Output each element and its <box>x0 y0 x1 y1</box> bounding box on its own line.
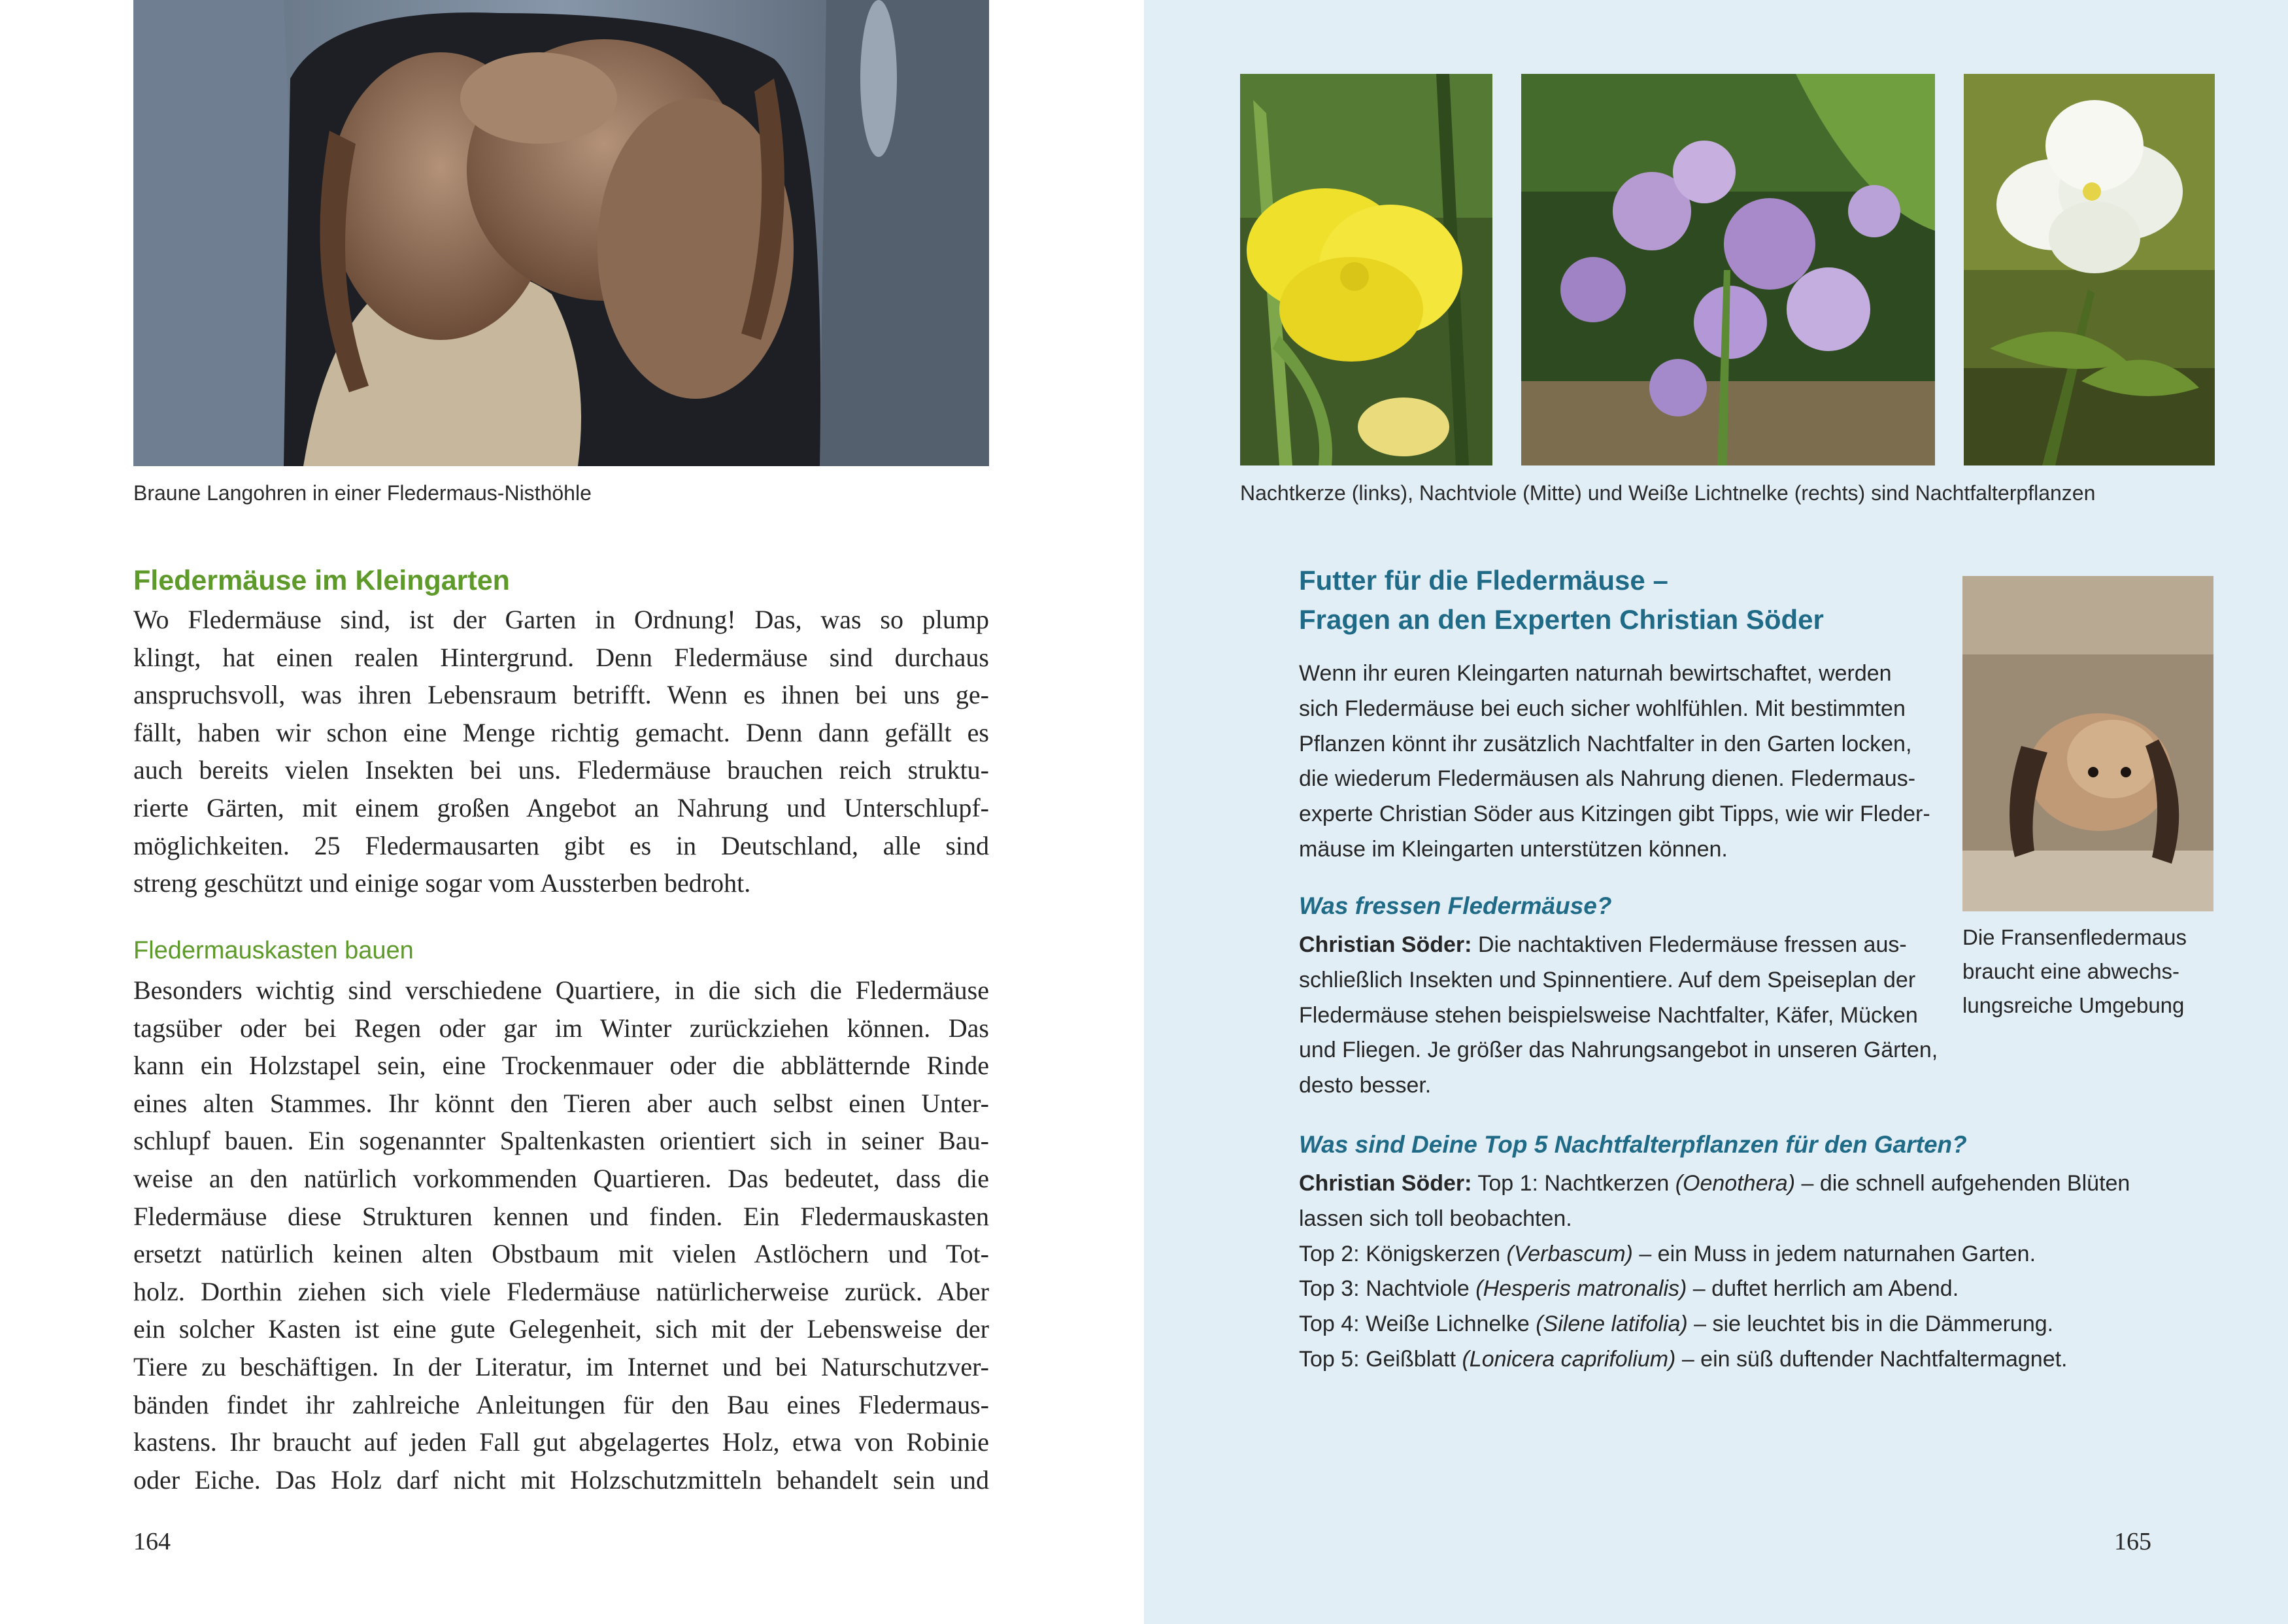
heading-line: Futter für die Fledermäuse – <box>1299 565 1668 596</box>
text-line: lassen sich toll beobachten. <box>1299 1206 1572 1231</box>
caption-line: lungsreiche Umgebung <box>1962 993 2185 1017</box>
intro-paragraph <box>133 601 989 902</box>
top-prefix: Top 5: Geißblatt <box>1299 1346 1462 1372</box>
evening-primrose-image <box>1240 74 1492 465</box>
body-paragraph <box>133 972 989 1498</box>
white-campion-image <box>1964 74 2215 465</box>
text-line: Pflanzen könnt ihr zusätzlich Nachtfalter in den Garten locken, <box>1299 731 1912 756</box>
text-line: ein solcher Kasten ist eine gute Gelegenheit, sich mit der Lebensweise der <box>133 1314 989 1344</box>
question-1: Was fressen Fledermäuse? <box>1299 892 1612 919</box>
text-line: holz. Dorthin ziehen sich viele Fledermäuse natürlicherweise zurück. Aber <box>133 1276 989 1306</box>
text-line: experte Christian Söder aus Kitzingen gibt Tipps, wie wir Fleder- <box>1299 802 1930 827</box>
top-item <box>1299 1342 2068 1378</box>
page-number-right: 165 <box>2114 1528 2151 1555</box>
evening-primrose-photo <box>1240 74 1492 465</box>
bat-nest-box-image <box>133 0 989 466</box>
right-page <box>1144 0 2288 1624</box>
text-line: tagsüber oder bei Regen oder gar im Winter zurückziehen können. Das <box>133 1013 989 1043</box>
text-line: Tiere zu beschäftigen. In der Literatur, im Internet und bei Naturschutzver- <box>133 1351 989 1381</box>
top-suffix: – ein süß duftender Nachtfaltermagnet. <box>1675 1346 2068 1372</box>
natterers-bat-photo <box>1962 576 2213 911</box>
text-line: Besonders wichtig sind verschiedene Quartiere, in die sich die Fledermäuse <box>133 975 989 1005</box>
page-number-left: 164 <box>133 1528 171 1555</box>
top-item <box>1299 1272 1959 1307</box>
text-line: die wiederum Fledermäusen als Nahrung dienen. Fledermaus- <box>1299 766 1916 792</box>
text-line: streng geschützt und einige sogar vom Aussterben bedroht. <box>133 868 751 898</box>
text-line <box>1299 1166 2130 1202</box>
answer-1 <box>1299 928 1938 1104</box>
text-line: möglichkeiten. 25 Fledermausarten gibt es in Deutschland, alle sind <box>133 830 989 860</box>
photo-caption-left: Braune Langohren in einer Fledermaus-Nisthöhle <box>133 481 592 505</box>
natterers-bat-image <box>1962 576 2213 911</box>
latin-name: (Oenothera) <box>1675 1171 1796 1196</box>
dames-rocket-photo <box>1521 74 1935 465</box>
subheading-fledermauskasten: Fledermauskasten bauen <box>133 937 414 964</box>
top-prefix: Top 4: Weiße Lichnelke <box>1299 1311 1536 1337</box>
speaker-name: Christian Söder: <box>1299 1171 1472 1196</box>
text-line: Fledermäuse stehen beispielsweise Nachtfalter, Käfer, Mücken <box>1299 1002 1918 1028</box>
text-line: Fledermäuse diese Strukturen kennen und finden. Ein Fledermauskasten <box>133 1201 989 1231</box>
text-line: Wo Fledermäuse sind, ist der Garten in Ordnung! Das, was so plump <box>133 605 989 634</box>
photos-caption-right: Nachtkerze (links), Nachtviole (Mitte) und Weiße Lichtnelke (rechts) sind Nachtfalterpflanzen <box>1240 481 2096 505</box>
text-line: eines alten Stammes. Ihr könnt den Tieren aber auch selbst einen Unter- <box>133 1088 989 1118</box>
caption-line: braucht eine abwechs- <box>1962 959 2180 983</box>
text-line: kastens. Ihr braucht auf jeden Fall gut abgelagertes Holz, etwa von Robinie <box>133 1427 989 1457</box>
latin-name: (Verbascum) <box>1506 1241 1633 1266</box>
text-line: und Fliegen. Je größer das Nahrungsangebot in unseren Gärten, <box>1299 1038 1938 1063</box>
text-line: mäuse im Kleingarten unterstützen können. <box>1299 836 1728 862</box>
section-heading-fledermaeuse: Fledermäuse im Kleingarten <box>133 565 510 596</box>
speaker-name: Christian Söder: <box>1299 932 1472 957</box>
top-suffix: – sie leuchtet bis in die Dämmerung. <box>1687 1311 2054 1337</box>
latin-name: (Silene latifolia) <box>1536 1311 1688 1337</box>
bat-photo-caption <box>1962 921 2187 1023</box>
top-prefix: Top 1: Nachtkerzen <box>1477 1171 1675 1196</box>
top-suffix: – duftet herrlich am Abend. <box>1687 1276 1959 1302</box>
latin-name: (Hesperis matronalis) <box>1475 1276 1687 1302</box>
white-campion-photo <box>1964 74 2215 465</box>
section-heading-futter <box>1299 561 1824 639</box>
text-line: kann ein Holzstapel sein, eine Trockenmauer oder die abblätternde Rinde <box>133 1051 989 1081</box>
top-suffix: – ein Muss in jedem naturnahen Garten. <box>1632 1241 2036 1266</box>
text-line: rierte Gärten, mit einem großen Angebot an Nahrung und Unterschlupf- <box>133 792 989 822</box>
caption-line: Die Fransenfledermaus <box>1962 925 2187 949</box>
text-line: bänden findet ihr zahlreiche Anleitungen für den Bau eines Fledermaus- <box>133 1389 989 1419</box>
question-2: Was sind Deine Top 5 Nachtfalterpflanzen für den Garten? <box>1299 1131 1967 1158</box>
text-line: auch bereits vielen Insekten bei uns. Fledermäuse brauchen reich struktu- <box>133 755 989 785</box>
text-line <box>1299 928 1907 963</box>
text-line: anspruchsvoll, was ihren Lebensraum betrifft. Wenn es ihnen bei uns ge- <box>133 680 989 710</box>
text-line: Wenn ihr euren Kleingarten naturnah bewirtschaftet, werden <box>1299 661 1892 686</box>
heading-line: Fragen an den Experten Christian Söder <box>1299 604 1824 635</box>
text-line: desto besser. <box>1299 1073 1432 1098</box>
top-prefix: Top 2: Königskerzen <box>1299 1241 1507 1266</box>
answer-2 <box>1299 1166 2130 1378</box>
text-line: klingt, hat einen realen Hintergrund. Denn Fledermäuse sind durchaus <box>133 642 989 672</box>
interview-intro <box>1299 656 1930 868</box>
text-line: schlupf bauen. Ein sogenannter Spaltenkasten orientiert sich in seiner Bau- <box>133 1126 989 1156</box>
top-item <box>1299 1307 2054 1342</box>
text-line: ersetzt natürlich keinen alten Obstbaum mit vielen Astlöchern und Tot- <box>133 1239 989 1269</box>
text-line: schließlich Insekten und Spinnentiere. Auf dem Speiseplan der <box>1299 967 1916 992</box>
answer-text: Die nachtaktiven Fledermäuse fressen aus- <box>1477 932 1907 957</box>
top-item <box>1299 1237 2036 1272</box>
latin-name: (Lonicera caprifolium) <box>1462 1346 1676 1372</box>
text-line: weise an den natürlich vorkommenden Quartieren. Das bedeutet, dass die <box>133 1163 989 1193</box>
text-line: fällt, haben wir schon eine Menge richtig gemacht. Denn dann gefällt es <box>133 717 989 747</box>
top-prefix: Top 3: Nachtviole <box>1299 1276 1476 1302</box>
top-suffix: – die schnell aufgehenden Blüten <box>1795 1171 2130 1196</box>
dames-rocket-image <box>1521 74 1935 465</box>
bat-nest-box-photo <box>133 0 989 466</box>
text-line: oder Eiche. Das Holz darf nicht mit Holzschutzmitteln behandelt sein und <box>133 1464 989 1495</box>
text-line: sich Fledermäuse bei euch sicher wohlfühlen. Mit bestimmten <box>1299 696 1906 721</box>
